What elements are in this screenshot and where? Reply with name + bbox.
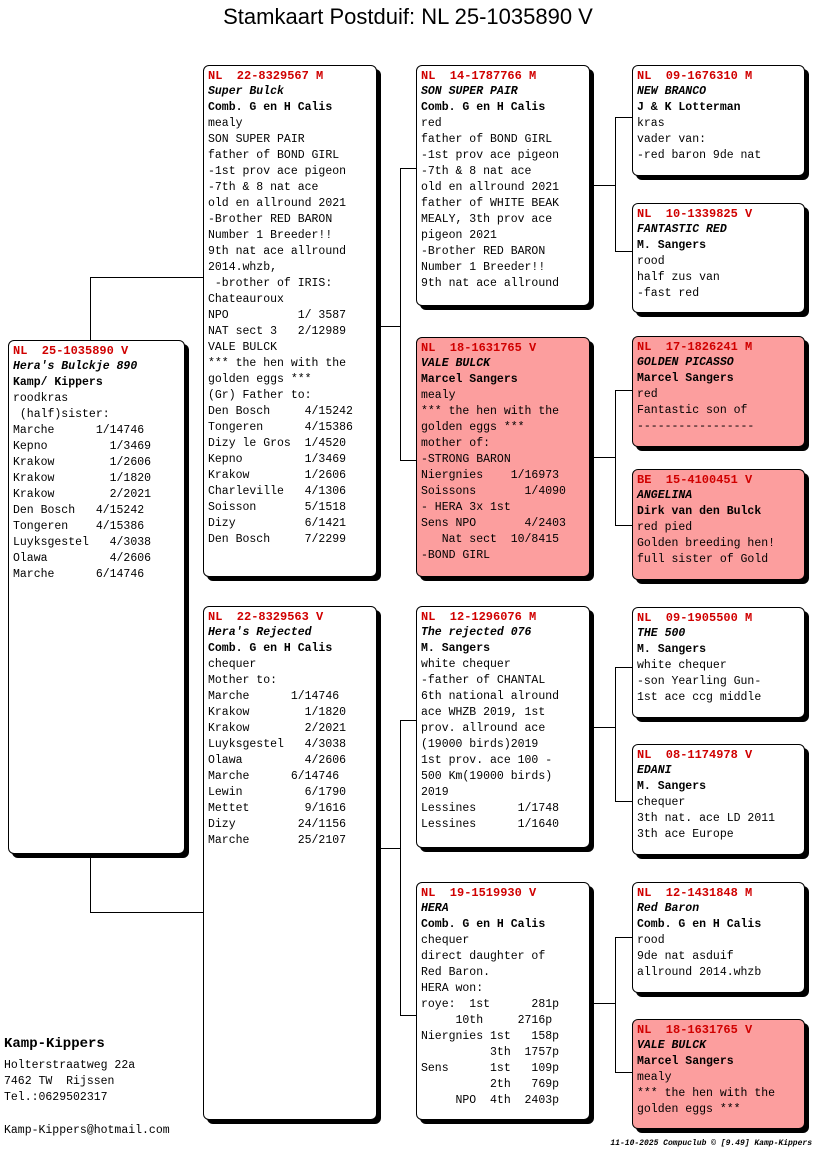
ring-number: BE 15-4100451 V — [637, 473, 753, 487]
pigeon-name: THE 500 — [637, 627, 686, 640]
info-line: *** the hen with the — [208, 357, 347, 370]
info-line: Krakow 2/2021 — [13, 488, 152, 501]
info-line: rood — [637, 255, 665, 268]
owner-email[interactable]: Kamp-Kippers@hotmail.com — [4, 1124, 170, 1137]
info-line: Dizy 24/1156 — [208, 818, 347, 831]
ring-number: NL 22-8329563 V — [208, 610, 324, 624]
connector-line — [589, 185, 616, 186]
connector-line — [90, 912, 204, 913]
info-line: Number 1 Breeder!! — [421, 261, 546, 274]
info-line: prov. allround ace — [421, 722, 546, 735]
connector-line — [615, 251, 633, 252]
pigeon-card-fm-mother[interactable] — [632, 469, 805, 580]
info-line: Kepno 1/3469 — [208, 453, 347, 466]
info-line: Golden breeding hen! — [637, 537, 776, 550]
connector-line — [615, 1072, 633, 1073]
info-line: chequer — [421, 934, 470, 947]
info-line: father of BOND GIRL — [208, 149, 340, 162]
breeder-name: Comb. G en H Calis — [208, 101, 333, 114]
connector-line — [615, 937, 616, 1073]
info-line: SON SUPER PAIR — [208, 133, 305, 146]
info-line: mother of: — [421, 437, 491, 450]
breeder-name: Marcel Sangers — [637, 1055, 734, 1068]
pigeon-name: Hera's Bulckje 890 — [13, 360, 138, 373]
ring-number: NL 10-1339825 V — [637, 207, 753, 221]
info-line: Marche 1/14746 — [13, 424, 145, 437]
info-line: allround 2014.whzb — [637, 966, 762, 979]
breeder-name: M. Sangers — [637, 780, 707, 793]
connector-line — [400, 720, 401, 1016]
info-line: NPO 1/ 3587 — [208, 309, 347, 322]
ring-number: NL 14-1787766 M — [421, 69, 537, 83]
info-line: Luyksgestel 4/3038 — [208, 738, 347, 751]
info-line: roye: 1st 281p — [421, 998, 560, 1011]
breeder-name: M. Sangers — [637, 239, 707, 252]
info-line: full sister of Gold — [637, 553, 769, 566]
ring-number: NL 18-1631765 V — [637, 1023, 753, 1037]
pigeon-name: The rejected 076 — [421, 626, 532, 639]
info-line: -son Yearling Gun- — [637, 675, 762, 688]
info-line: roodkras — [13, 392, 69, 405]
connector-line — [589, 1003, 616, 1004]
ring-number: NL 17-1826241 M — [637, 340, 753, 354]
info-line: -red baron 9de nat — [637, 149, 762, 162]
info-line: Niergnies 1/16973 — [421, 469, 560, 482]
info-line: 9de nat asduif — [637, 950, 734, 963]
info-line: father of WHITE BEAK — [421, 197, 560, 210]
info-line: Lessines 1/1640 — [421, 818, 560, 831]
ring-number: NL 25-1035890 V — [13, 344, 129, 358]
info-line: Chateauroux — [208, 293, 284, 306]
info-line: 10th 2716p — [421, 1014, 553, 1027]
owner-address-line2: 7462 TW Rijssen — [4, 1075, 115, 1088]
pigeon-card-subject[interactable] — [8, 340, 185, 854]
info-line: Marche 6/14746 — [208, 770, 340, 783]
info-line: red pied — [637, 521, 693, 534]
connector-line — [400, 168, 417, 169]
info-line: 1st ace ccg middle — [637, 691, 762, 704]
info-line: Red Baron. — [421, 966, 491, 979]
info-line: NPO 4th 2403p — [421, 1094, 560, 1107]
pigeon-card-father[interactable] — [203, 65, 377, 577]
connector-line — [589, 457, 616, 458]
info-line: Fantastic son of — [637, 404, 748, 417]
ring-number: NL 12-1296076 M — [421, 610, 537, 624]
pigeon-name: NEW BRANCO — [637, 85, 707, 98]
connector-line — [615, 390, 633, 391]
pigeon-card-ff-father[interactable] — [632, 65, 805, 176]
pigeon-name: Hera's Rejected — [208, 626, 312, 639]
breeder-name: Comb. G en H Calis — [637, 918, 762, 931]
ring-number: NL 18-1631765 V — [421, 341, 537, 355]
info-line: chequer — [637, 796, 686, 809]
connector-line — [400, 1015, 417, 1016]
info-line: HERA won: — [421, 982, 484, 995]
info-line: white chequer — [637, 659, 727, 672]
pigeon-card-mother-father[interactable] — [416, 606, 590, 848]
connector-line — [615, 117, 616, 252]
pigeon-card-mother-mother[interactable] — [416, 882, 590, 1120]
breeder-name: Comb. G en H Calis — [421, 101, 546, 114]
info-line: *** the hen with the — [637, 1087, 776, 1100]
breeder-name: M. Sangers — [421, 642, 491, 655]
pigeon-name: EDANI — [637, 764, 672, 777]
info-line: Den Bosch 4/15242 — [13, 504, 145, 517]
info-line: 3th 1757p — [421, 1046, 560, 1059]
info-line: 9th nat ace allround — [421, 277, 560, 290]
info-line: Nat sect 10/8415 — [421, 533, 560, 546]
info-line: -father of CHANTAL — [421, 674, 546, 687]
pigeon-name: HERA — [421, 902, 449, 915]
ring-number: NL 19-1519930 V — [421, 886, 537, 900]
info-line: Number 1 Breeder!! — [208, 229, 333, 242]
info-line: -Brother RED BARON — [421, 245, 546, 258]
pigeon-name: GOLDEN PICASSO — [637, 356, 734, 369]
info-line: MEALY, 3th prov ace — [421, 213, 553, 226]
pigeon-card-father-father[interactable] — [416, 65, 590, 306]
ring-number: NL 09-1676310 M — [637, 69, 753, 83]
ring-number: NL 12-1431848 M — [637, 886, 753, 900]
connector-line — [615, 117, 633, 118]
connector-line — [615, 525, 633, 526]
info-line: VALE BULCK — [208, 341, 278, 354]
connector-line — [376, 848, 401, 849]
info-line: -7th & 8 nat ace — [208, 181, 319, 194]
pigeon-name: FANTASTIC RED — [637, 223, 727, 236]
owner-name: Kamp-Kippers — [4, 1036, 105, 1052]
connector-line — [400, 720, 417, 721]
info-line: -STRONG BARON — [421, 453, 511, 466]
info-line: Lewin 6/1790 — [208, 786, 347, 799]
info-line: Den Bosch 7/2299 — [208, 533, 347, 546]
pigeon-card-mf-father[interactable] — [632, 607, 805, 718]
pigeon-name: SON SUPER PAIR — [421, 85, 518, 98]
info-line: old en allround 2021 — [421, 181, 560, 194]
info-line: Krakow 1/2606 — [13, 456, 152, 469]
print-stamp: 11-10-2025 Compuclub © [9.49] Kamp-Kippers — [610, 1139, 812, 1148]
info-line: NAT sect 3 2/12989 — [208, 325, 347, 338]
info-line: golden eggs *** — [208, 373, 312, 386]
info-line: (Gr) Father to: — [208, 389, 312, 402]
info-line: -7th & 8 nat ace — [421, 165, 532, 178]
info-line: Dizy le Gros 1/4520 — [208, 437, 347, 450]
breeder-name: Dirk van den Bulck — [637, 505, 762, 518]
info-line: 9th nat ace allround — [208, 245, 347, 258]
info-line: Krakow 1/1820 — [208, 706, 347, 719]
breeder-name: Kamp/ Kippers — [13, 376, 103, 389]
info-line: Lessines 1/1748 — [421, 802, 560, 815]
pigeon-card-mm-father[interactable] — [632, 882, 805, 993]
connector-line — [615, 667, 633, 668]
info-line: Krakow 1/2606 — [208, 469, 347, 482]
pigeon-card-ff-mother[interactable] — [632, 203, 805, 313]
connector-line — [376, 326, 401, 327]
info-line: Marche 1/14746 — [208, 690, 340, 703]
owner-phone: Tel.:0629502317 — [4, 1091, 108, 1104]
connector-line — [615, 667, 616, 802]
connector-line — [615, 801, 633, 802]
connector-line — [615, 390, 616, 526]
connector-line — [90, 277, 204, 278]
pigeon-name: Red Baron — [637, 902, 700, 915]
info-line: ----------------- — [637, 420, 755, 433]
info-line: -Brother RED BARON — [208, 213, 333, 226]
breeder-name: Marcel Sangers — [637, 372, 734, 385]
pigeon-card-mf-mother[interactable] — [632, 744, 805, 855]
connector-line — [90, 277, 91, 340]
info-line: *** the hen with the — [421, 405, 560, 418]
info-line: Den Bosch 4/15242 — [208, 405, 353, 418]
pigeon-card-father-mother[interactable] — [416, 337, 590, 577]
info-line: 2019 — [421, 786, 449, 799]
info-line: -brother of IRIS: — [208, 277, 333, 290]
info-line: 2014.whzb, — [208, 261, 278, 274]
connector-line — [400, 460, 417, 461]
info-line: -1st prov ace pigeon — [208, 165, 347, 178]
info-line: half zus van — [637, 271, 720, 284]
pigeon-card-mm-mother[interactable] — [632, 1019, 805, 1129]
info-line: direct daughter of — [421, 950, 546, 963]
info-line: pigeon 2021 — [421, 229, 497, 242]
info-line: Tongeren 4/15386 — [208, 421, 353, 434]
info-line: 2th 769p — [421, 1078, 560, 1091]
info-line: Olawa 4/2606 — [13, 552, 152, 565]
info-line: -1st prov ace pigeon — [421, 149, 560, 162]
info-line: Olawa 4/2606 — [208, 754, 347, 767]
info-line: red — [421, 117, 442, 130]
info-line: 6th national alround — [421, 690, 560, 703]
info-line: old en allround 2021 — [208, 197, 347, 210]
info-line: mealy — [421, 389, 456, 402]
connector-line — [589, 727, 616, 728]
info-line: Sens 1st 109p — [421, 1062, 560, 1075]
info-line: 500 Km(19000 birds) — [421, 770, 553, 783]
pigeon-name: VALE BULCK — [421, 357, 491, 370]
info-line: Marche 6/14746 — [13, 568, 145, 581]
info-line: golden eggs *** — [637, 1103, 741, 1116]
info-line: Krakow 2/2021 — [208, 722, 347, 735]
info-line: father of BOND GIRL — [421, 133, 553, 146]
info-line: ace WHZB 2019, 1st — [421, 706, 546, 719]
info-line: Soisson 5/1518 — [208, 501, 347, 514]
connector-line — [615, 937, 633, 938]
pigeon-card-mother[interactable] — [203, 606, 377, 1120]
info-line: -BOND GIRL — [421, 549, 491, 562]
info-line: rood — [637, 934, 665, 947]
pigeon-name: Super Bulck — [208, 85, 284, 98]
info-line: Dizy 6/1421 — [208, 517, 347, 530]
info-line: Kepno 1/3469 — [13, 440, 152, 453]
info-line: 3th ace Europe — [637, 828, 734, 841]
info-line: Soissons 1/4090 — [421, 485, 566, 498]
info-line: Marche 25/2107 — [208, 834, 347, 847]
ring-number: NL 08-1174978 V — [637, 748, 753, 762]
info-line: white chequer — [421, 658, 511, 671]
ring-number: NL 09-1905500 M — [637, 611, 753, 625]
info-line: red — [637, 388, 658, 401]
page-title: Stamkaart Postduif: NL 25-1035890 V — [223, 4, 593, 29]
info-line: vader van: — [637, 133, 707, 146]
pigeon-name: ANGELINA — [637, 489, 693, 502]
ring-number: NL 22-8329567 M — [208, 69, 324, 83]
breeder-name: J & K Lotterman — [637, 101, 741, 114]
breeder-name: M. Sangers — [637, 643, 707, 656]
info-line: golden eggs *** — [421, 421, 525, 434]
info-line: mealy — [637, 1071, 672, 1084]
info-line: 1st prov. ace 100 - — [421, 754, 553, 767]
breeder-name: Marcel Sangers — [421, 373, 518, 386]
info-line: - HERA 3x 1st — [421, 501, 511, 514]
info-line: Mettet 9/1616 — [208, 802, 347, 815]
connector-line — [400, 168, 401, 461]
info-line: (half)sister: — [13, 408, 110, 421]
info-line: 3th nat. ace LD 2011 — [637, 812, 776, 825]
info-line: Niergnies 1st 158p — [421, 1030, 560, 1043]
breeder-name: Comb. G en H Calis — [208, 642, 333, 655]
info-line: Luyksgestel 4/3038 — [13, 536, 152, 549]
info-line: chequer — [208, 658, 257, 671]
info-line: Krakow 1/1820 — [13, 472, 152, 485]
info-line: kras — [637, 117, 665, 130]
info-line: Charleville 4/1306 — [208, 485, 347, 498]
pigeon-name: VALE BULCK — [637, 1039, 707, 1052]
breeder-name: Comb. G en H Calis — [421, 918, 546, 931]
info-line: mealy — [208, 117, 243, 130]
info-line: Sens NPO 4/2403 — [421, 517, 566, 530]
info-line: Tongeren 4/15386 — [13, 520, 145, 533]
info-line: -fast red — [637, 287, 700, 300]
connector-line — [90, 853, 91, 912]
owner-address-line1: Holterstraatweg 22a — [4, 1059, 136, 1072]
info-line: Mother to: — [208, 674, 278, 687]
info-line: (19000 birds)2019 — [421, 738, 539, 751]
pigeon-card-fm-father[interactable] — [632, 336, 805, 447]
